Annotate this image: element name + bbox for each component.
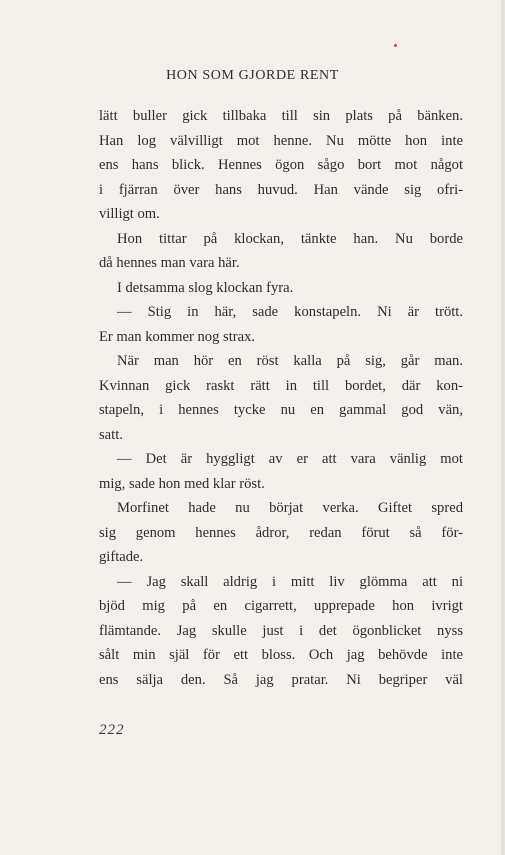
body-text bbox=[99, 104, 463, 692]
text-line: villigt om. bbox=[99, 206, 160, 222]
running-header: HON SOM GJORDE RENT bbox=[166, 68, 339, 83]
text-line: stapeln, i hennes tycke nu en gammal god vän, bbox=[99, 402, 463, 418]
text-line: bjöd mig på en cigarrett, upprepade hon ivrigt bbox=[99, 598, 463, 614]
text-line: då hennes man vara här. bbox=[99, 255, 240, 271]
text-line: Er man kommer nog strax. bbox=[99, 328, 256, 345]
page-number: 222 bbox=[99, 722, 125, 738]
text-line: i fjärran över hans huvud. Han vände sig ofri- bbox=[99, 181, 463, 198]
page-edge-shadow bbox=[501, 0, 505, 855]
text-line: flämtande. Jag skulle just i det ögonblicket nyss bbox=[99, 622, 463, 639]
text-line: satt. bbox=[99, 426, 123, 443]
text-line: Kvinnan gick raskt rätt in till bordet, där kon- bbox=[99, 377, 463, 394]
text-line: giftade. bbox=[99, 549, 144, 565]
text-line: När man hör en röst kalla på sig, går man. bbox=[117, 353, 463, 369]
text-line: — Jag skall aldrig i mitt liv glömma att ni bbox=[117, 573, 463, 590]
text-line: mig, sade hon med klar röst. bbox=[99, 475, 265, 492]
ink-speck bbox=[394, 44, 397, 47]
text-line: — Det är hyggligt av er att vara vänlig mot bbox=[117, 451, 463, 467]
text-line: Morfinet hade nu börjat verka. Giftet spred bbox=[117, 500, 463, 516]
text-line: Hon tittar på klockan, tänkte han. Nu borde bbox=[117, 230, 463, 247]
text-line: — Stig in här, sade konstapeln. Ni är trött. bbox=[117, 304, 463, 320]
text-line: lätt buller gick tillbaka till sin plats på bänken. bbox=[99, 108, 463, 124]
text-line: ens hans blick. Hennes ögon sågo bort mot något bbox=[99, 157, 463, 173]
text-line: ens sälja den. Så jag pratar. Ni begriper väl bbox=[99, 671, 463, 688]
text-line: I detsamma slog klockan fyra. bbox=[117, 279, 294, 296]
text-line: Han log välvilligt mot henne. Nu mötte hon inte bbox=[99, 132, 463, 149]
text-line: sålt min själ för ett bloss. Och jag behövde inte bbox=[99, 647, 463, 663]
text-line: sig genom hennes ådror, redan förut så för- bbox=[99, 524, 463, 541]
